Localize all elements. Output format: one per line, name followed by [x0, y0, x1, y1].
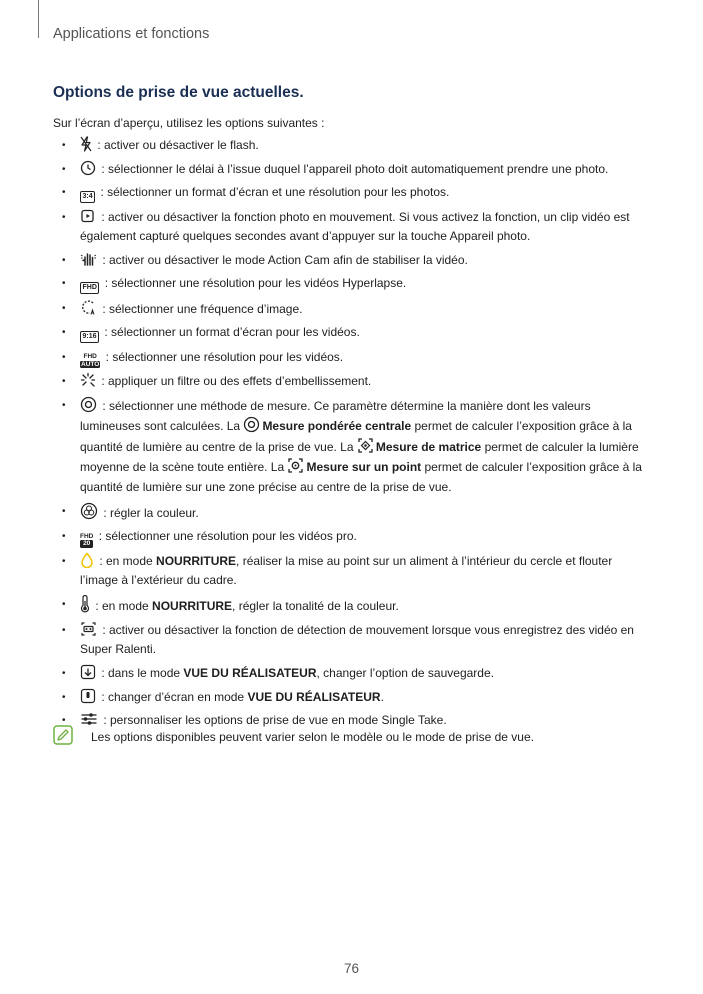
list-item: • : activer ou désactiver le mode Action Cam afin de stabiliser la vidéo. [62, 251, 652, 271]
options-list [62, 136, 652, 735]
motion-detect-icon [80, 621, 97, 637]
timer-icon [80, 160, 96, 176]
temperature-icon [80, 595, 90, 613]
note-text: Les options disponibles peuvent varier selon le modèle ou le mode de prise de vue. [91, 730, 534, 744]
list-item: • : sélectionner une fréquence d’image. [62, 299, 652, 320]
list-item: • 3:4 : sélectionner un format d’écran et une résolution pour les photos. [62, 183, 652, 203]
list-item: • : appliquer un filtre ou des effets d’embellissement. [62, 372, 652, 392]
video-resolution-icon: FHD AUTO [81, 353, 100, 368]
fhd-icon: FHD [80, 282, 99, 294]
list-item: • : activer ou désactiver le flash. [62, 136, 652, 156]
flash-icon [80, 136, 92, 152]
section-title: Options de prise de vue actuelles. [53, 84, 304, 101]
list-item: • FHD : sélectionner une résolution pour les vidéos Hyperlapse. [62, 274, 652, 294]
list-item: • : dans le mode VUE DU RÉALISATEUR, changer l’option de sauvegarde. [62, 664, 652, 684]
center-weighted-icon [243, 416, 260, 433]
list-item: • FHD 20 : sélectionner une résolution pour les vidéos pro. [62, 527, 652, 548]
list-item: • : en mode NOURRITURE, réaliser la mise au point sur un aliment à l’intérieur du cercle et flouter l’image à l’extérieur du cadre. [62, 552, 652, 591]
motion-photo-icon [80, 208, 96, 224]
list-item: • : en mode NOURRITURE, régler la tonalité de la couleur. [62, 595, 652, 617]
section-intro: Sur l’écran d’aperçu, utilisez les options suivantes : [53, 116, 325, 130]
list-item: • : sélectionner le délai à l’issue duquel l’appareil photo doit automatiquement prendre une photo. [62, 160, 652, 180]
video-ratio-icon: 9:16 [80, 331, 99, 343]
save-option-icon [80, 664, 96, 680]
page-number: 76 [343, 961, 360, 976]
list-item: • : sélectionner une méthode de mesure. Ce paramètre détermine la manière dont les valeurs lumineuses sont calculées. La Mesure pondérée centrale permet de calculer l’exposition grâce à la quantité de lumière au centre de la prise de vue. La Mesure de matrice permet de calculer la lumière moyenne de la scène toute entière. La Mesure sur un point permet de calculer l’exposition grâce à la quantité de lumière sur une zone précise au centre de la prise de vue. [62, 396, 652, 498]
list-item: • : régler la couleur. [62, 502, 652, 524]
list-item: • FHD AUTO : sélectionner une résolution pour les vidéos. [62, 348, 652, 369]
list-item: • : changer d’écran en mode VUE DU RÉALISATEUR. [62, 688, 652, 708]
list-item: • : activer ou désactiver la fonction de détection de mouvement lorsque vous enregistrez des vidéo en Super Ralenti. [62, 621, 652, 660]
action-cam-icon [80, 251, 97, 267]
filter-icon [80, 372, 96, 388]
pro-video-resolution-icon: FHD 20 [80, 532, 94, 548]
settings-sliders-icon [80, 711, 98, 727]
color-tune-icon [80, 502, 98, 520]
metering-icon [80, 396, 97, 413]
list-item: • : activer ou désactiver la fonction photo en mouvement. Si vous activez la fonction, un clip vidéo est également capturé quelques secondes avant d’appuyer sur la touche Appareil photo. [62, 208, 652, 247]
spot-icon [287, 457, 304, 474]
list-item: • 9:16 : sélectionner un format d’écran pour les vidéos. [62, 323, 652, 343]
list-item: • : personnaliser les options de prise de vue en mode Single Take. [62, 711, 652, 731]
screen-switch-icon [80, 688, 96, 704]
frame-rate-icon [80, 299, 97, 316]
page-header-title: Applications et fonctions [53, 26, 210, 42]
header-rule [38, 0, 39, 38]
food-focus-icon [80, 552, 94, 568]
aspect-ratio-icon: 3:4 [80, 191, 95, 203]
note-icon [53, 725, 73, 745]
matrix-icon [357, 437, 374, 454]
